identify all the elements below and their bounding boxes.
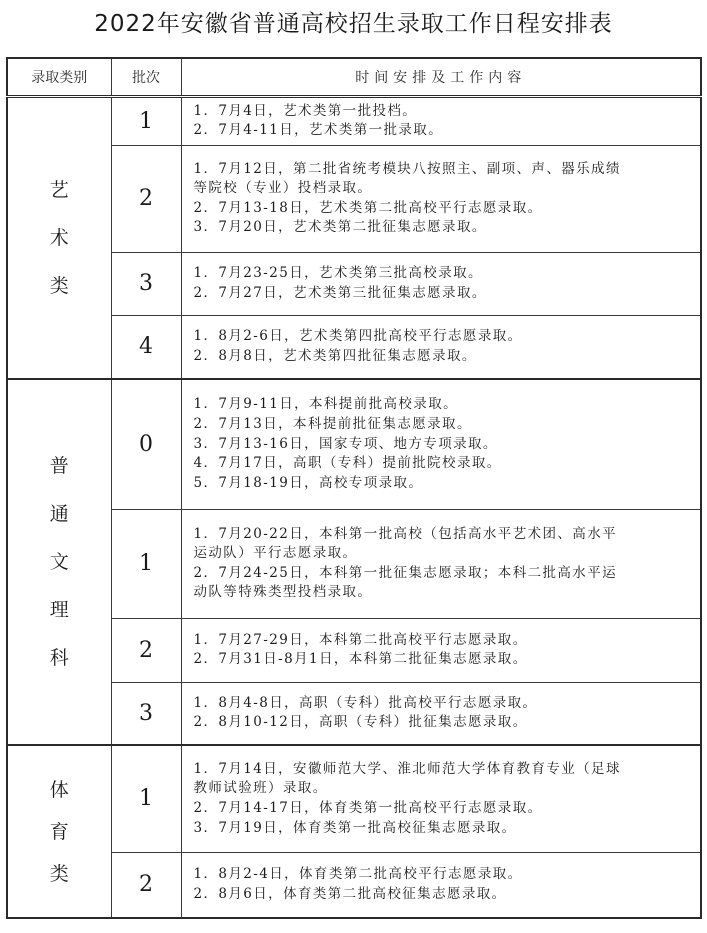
content-line: 1．8月2-4日，体育类第二批高校平行志愿录取。 [193,866,523,883]
content-line: 1．7月23-25日，艺术类第三批高校录取。 [193,265,483,282]
content-line: 2．7月14-17日，体育类第一批高校平行志愿录取。 [193,799,543,816]
content-line: 5．7月18-19日，高校专项录取。 [193,474,424,491]
table-header-row [7,58,701,96]
content-line: 1．7月12日，第二批省统考模块八按照主、副项、声、器乐成绩 [193,160,621,177]
content-line: 1．7月20-22日，本科第一批高校（包括高水平艺术团、高水平 [193,525,617,542]
table-row [7,145,701,252]
content-line: 2．7月13-18日，艺术类第二批高校平行志愿录取。 [193,199,543,216]
category-cell-general [7,379,111,745]
content-cell [181,852,701,918]
content-line: 3．7月19日，体育类第一批高校征集志愿录取。 [193,819,517,836]
content-line: 2．7月31日-8月1日，本科第二批征集志愿录取。 [193,651,528,668]
content-line: 2．7月13日，本科提前批征集志愿录取。 [193,416,472,433]
category-label: 艺术类 [49,178,69,297]
content-cell [181,96,701,145]
content-line: 2．8月6日，体育类第二批高校征集志愿录取。 [193,885,507,902]
batch-cell: 2 [111,145,181,252]
table-row [7,745,701,852]
content-line: 1．7月14日，安徽师范大学、淮北师范大学体育教育专业（足球 [193,760,621,777]
content-line: 1．8月4-8日，高职（专科）批高校平行志愿录取。 [193,694,538,711]
batch-cell: 2 [111,852,181,918]
content-line: 1．7月27-29日，本科第二批高校平行志愿录取。 [193,631,528,648]
content-line: 等院校（专业）投档录取。 [193,180,373,197]
content-line: 2．7月24-25日，本科第一批征集志愿录取；本科二批高水平运 [193,564,617,581]
batch-cell: 1 [111,745,181,852]
table-row [7,315,701,379]
content-cell [181,618,701,682]
table-row [7,618,701,682]
category-label: 体育类 [49,778,69,885]
header-content: 时间安排及工作内容 [181,58,701,96]
batch-cell: 1 [111,96,181,145]
batch-cell: 2 [111,618,181,682]
table-row [7,509,701,618]
table-row [7,379,701,509]
content-cell [181,745,701,852]
content-line: 1．7月9-11日，本科提前批高校录取。 [193,396,459,413]
table-row [7,96,701,145]
content-line: 4．7月17日，高职（专科）提前批院校录取。 [193,455,502,472]
content-cell [181,682,701,745]
table-row [7,252,701,315]
batch-cell: 3 [111,682,181,745]
content-line: 3．7月20日，艺术类第二批征集志愿录取。 [193,219,487,236]
batch-cell: 3 [111,252,181,315]
content-line: 运动队）平行志愿录取。 [193,545,358,562]
content-line: 教师试验班）录取。 [193,780,328,797]
content-line: 2．7月4-11日，艺术类第一批录取。 [193,122,444,139]
header-batch: 批次 [111,58,181,96]
category-cell-sports [7,745,111,918]
content-line: 2．8月8日，艺术类第四批征集志愿录取。 [193,347,477,364]
table-row [7,682,701,745]
content-cell [181,252,701,315]
content-line: 3．7月13-16日，国家专项、地方专项录取。 [193,435,498,452]
batch-cell: 4 [111,315,181,379]
schedule-table [6,57,702,919]
category-label: 普通文理科 [49,455,69,670]
content-cell [181,379,701,509]
page-title: 2022年安徽省普通高校招生录取工作日程安排表 [94,11,613,37]
category-cell-art [7,96,111,379]
table-row [7,852,701,918]
content-cell [181,315,701,379]
content-line: 2．8月10-12日，高职（专科）批征集志愿录取。 [193,714,528,731]
content-line: 1．7月4日，艺术类第一批投档。 [193,102,418,119]
content-line: 动队等特殊类型投档录取。 [193,584,373,601]
header-category: 录取类别 [7,58,111,96]
content-cell [181,145,701,252]
batch-cell: 0 [111,379,181,509]
content-cell [181,509,701,618]
batch-cell: 1 [111,509,181,618]
content-line: 2．7月27日，艺术类第三批征集志愿录取。 [193,284,487,301]
content-line: 1．8月2-6日，艺术类第四批高校平行志愿录取。 [193,328,523,345]
